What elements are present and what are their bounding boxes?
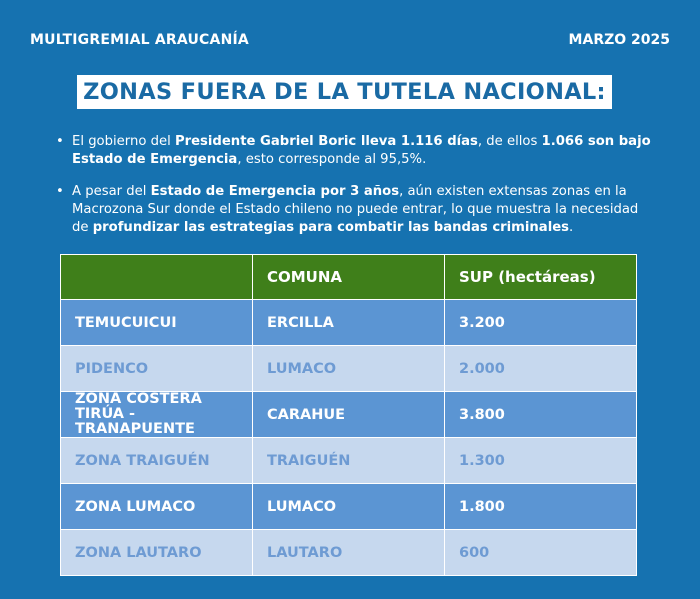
bullet-text: , aún existen extensas zonas en la Macrozona Sur donde el Estado chileno no puede entrar, lo que muestra la necesidad de <box>72 184 639 235</box>
table-row <box>61 392 637 438</box>
sup-cell: 3.200 <box>445 300 637 346</box>
sup-cell: 600 <box>445 530 637 576</box>
column-header-comuna: COMUNA <box>253 255 445 300</box>
bullet-text: , esto corresponde al 95,5%. <box>237 152 427 167</box>
column-header-zona <box>61 255 253 300</box>
comuna-cell: LUMACO <box>253 346 445 392</box>
bullet-item <box>56 183 656 237</box>
sup-cell: 1.300 <box>445 438 637 484</box>
bullet-item <box>56 133 656 169</box>
zona-cell: ZONA LUMACO <box>61 484 253 530</box>
comuna-cell: ERCILLA <box>253 300 445 346</box>
bullet-dot-icon: • <box>56 134 64 149</box>
comuna-cell: LUMACO <box>253 484 445 530</box>
sup-cell: 3.800 <box>445 392 637 438</box>
bullet-text: El gobierno del <box>72 134 175 149</box>
table-row <box>61 346 637 392</box>
table-row <box>61 484 637 530</box>
zona-cell: ZONA COSTERA TIRÚA - TRANAPUENTE <box>61 392 253 438</box>
bullet-emphasis: 1.066 son bajo Estado de Emergencia <box>72 134 651 167</box>
zones-table <box>60 254 637 576</box>
sup-cell: 1.800 <box>445 484 637 530</box>
sup-cell: 2.000 <box>445 346 637 392</box>
org-name: MULTIGREMIAL ARAUCANÍA <box>30 32 249 48</box>
bullet-emphasis: profundizar las estrategias para combatir las bandas criminales <box>92 220 570 235</box>
page-title: ZONAS FUERA DE LA TUTELA NACIONAL: <box>83 79 606 105</box>
zona-cell: ZONA TRAIGUÉN <box>61 438 253 484</box>
table-row <box>61 438 637 484</box>
comuna-cell: TRAIGUÉN <box>253 438 445 484</box>
bullet-list <box>56 133 656 237</box>
column-header-sup: SUP (hectáreas) <box>445 255 637 300</box>
bullet-text: A pesar del <box>72 184 151 199</box>
table-header-row <box>61 255 637 300</box>
comuna-cell: LAUTARO <box>253 530 445 576</box>
table-row <box>61 530 637 576</box>
table-row <box>61 300 637 346</box>
zona-cell: TEMUCUICUI <box>61 300 253 346</box>
bullet-emphasis: Estado de Emergencia por 3 años <box>150 184 400 199</box>
zona-cell: ZONA LAUTARO <box>61 530 253 576</box>
bullet-text: , de ellos <box>477 134 542 149</box>
comuna-cell: CARAHUE <box>253 392 445 438</box>
bullet-emphasis: Presidente Gabriel Boric lleva 1.116 días <box>174 134 478 149</box>
bullet-text: . <box>569 220 574 235</box>
bullet-dot-icon: • <box>56 184 64 199</box>
zona-cell: PIDENCO <box>61 346 253 392</box>
title-banner <box>77 75 612 109</box>
report-date: MARZO 2025 <box>568 32 670 48</box>
